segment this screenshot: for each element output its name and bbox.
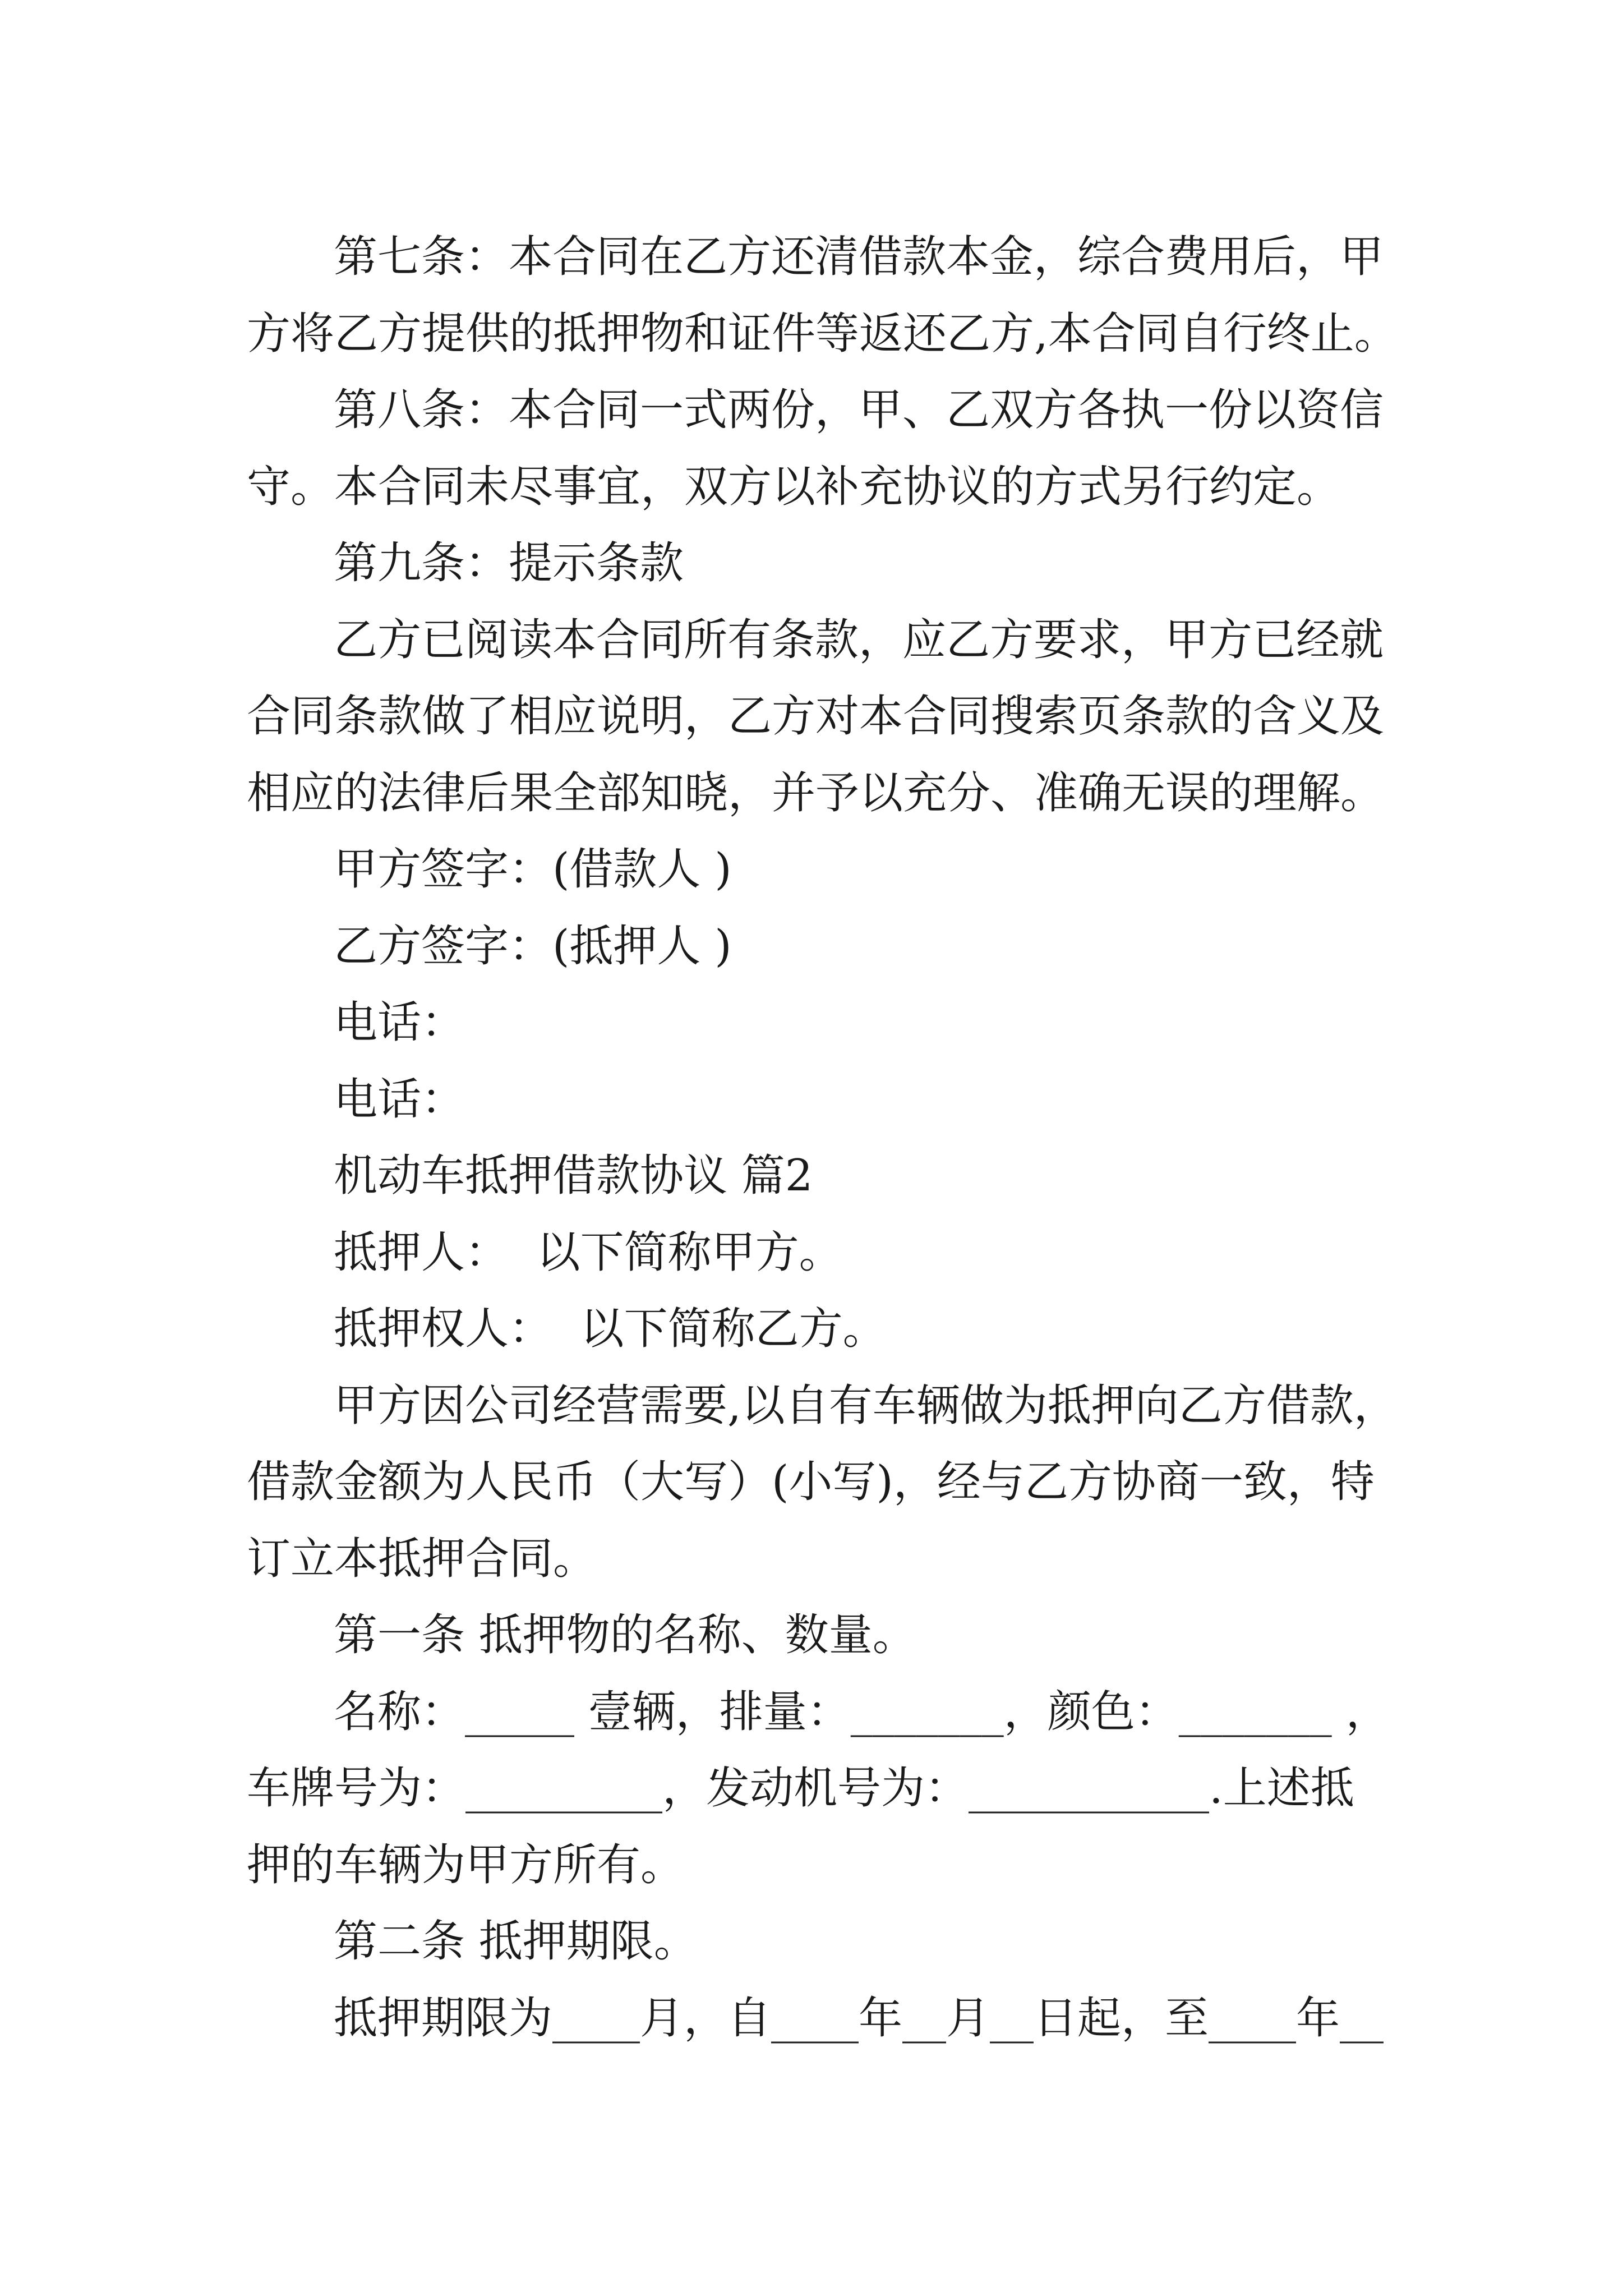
document-body [247,219,1436,2056]
article-2-text: 第二条 抵押期限。 [334,1916,698,1967]
phone-label-1: 电话： [334,997,465,1048]
notice-line-2: 合同条款做了相应说明，乙方对本合同搜索页条款的含义及 [247,691,1385,742]
vehicle-details [247,1674,1436,1904]
vehicle-line-3: 押的车辆为甲方所有。 [247,1839,685,1890]
article-9-heading [247,525,1436,602]
phone-label-2: 电话： [334,1074,465,1125]
party-a-signature-text: 甲方签字：(借款人 ) [334,844,732,895]
article-1-heading [247,1597,1436,1674]
article-7 [247,219,1436,372]
term-line-1: 抵押期限为____月，自____年__月__日起，至____年__ [334,1993,1384,2044]
preamble-line-3: 订立本抵押合同。 [247,1533,597,1584]
mortgagor-line [247,1214,1436,1291]
notice-paragraph [247,602,1436,832]
party-a-signature [247,831,1436,908]
article-9-line-1: 第九条：提示条款 [334,538,684,588]
party-b-signature-text: 乙方签字：(抵押人 ) [334,921,732,972]
phone-line-1 [247,984,1436,1061]
article-8 [247,372,1436,525]
article-7-line-2: 方将乙方提供的抵押物和证件等返还乙方,本合同自行终止。 [247,308,1398,359]
article-8-line-1: 第八条：本合同一式两份，甲、乙双方各执一份以资信 [334,385,1384,435]
agreement-2-title [247,1138,1436,1214]
term-paragraph [247,1980,1436,2057]
mortgagee-line [247,1291,1436,1368]
preamble-paragraph [247,1368,1436,1598]
mortgagee-text: 抵押权人： 以下简称乙方。 [334,1304,887,1354]
article-1-text: 第一条 抵押物的名称、数量。 [334,1610,916,1660]
vehicle-line-2: 车牌号为：_________，发动机号为：___________.上述抵 [247,1763,1354,1814]
preamble-line-2: 借款金额为人民币（大写）(小写)，经与乙方协商一致，特 [247,1457,1375,1507]
agreement-2-title-text: 机动车抵押借款协议 篇2 [334,1151,813,1201]
article-7-line-1: 第七条：本合同在乙方还清借款本金，综合费用后，甲 [334,232,1384,282]
party-b-signature [247,908,1436,985]
article-2-heading [247,1903,1436,1980]
phone-line-2 [247,1061,1436,1138]
mortgagor-text: 抵押人： 以下简称甲方。 [334,1227,843,1278]
vehicle-line-1: 名称：_____ 壹辆，排量：_______，颜色：_______ ， [334,1686,1390,1737]
notice-line-3: 相应的法律后果全部知晓，并予以充分、准确无误的理解。 [247,767,1385,818]
preamble-line-1: 甲方因公司经营需要,以自有车辆做为抵押向乙方借款， [334,1380,1398,1431]
article-8-line-2: 守。本合同未尽事宜，双方以补充协议的方式另行约定。 [247,461,1341,512]
notice-line-1: 乙方已阅读本合同所有条款，应乙方要求，甲方已经就 [334,614,1384,665]
